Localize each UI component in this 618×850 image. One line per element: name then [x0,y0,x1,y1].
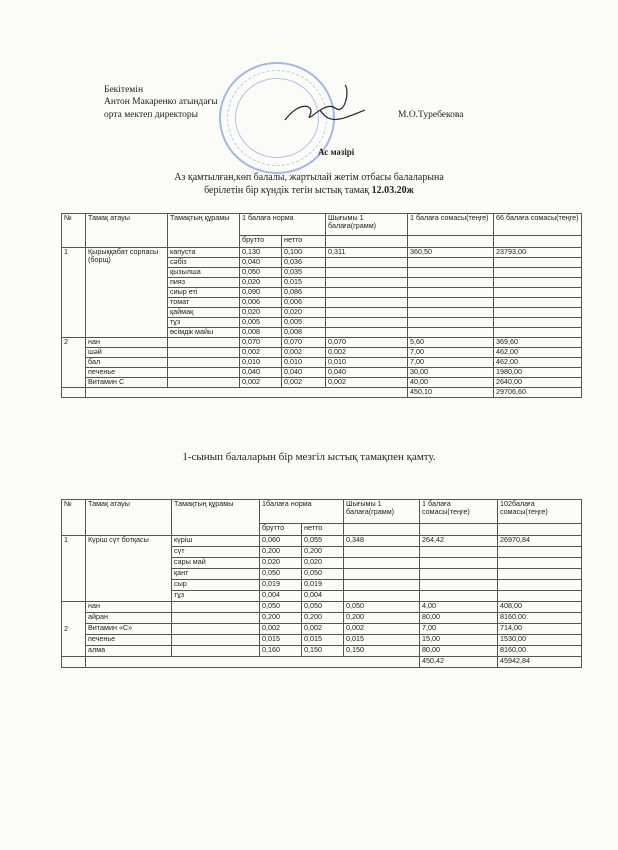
cell: 0,060 [260,536,302,547]
cell: 462,00 [494,348,582,358]
cell: 462,00 [494,358,582,368]
t1-header-yield: Шығымы 1 балаға(грамм) [326,214,408,236]
cell: айран [86,613,172,624]
cell: 0,040 [326,368,408,378]
cell: 0,070 [240,338,282,348]
cell: 0,004 [260,591,302,602]
cell: 0,010 [240,358,282,368]
cell: 7,00 [420,624,498,635]
menu-label: Ас мәзірі [318,147,355,157]
cell: 714,00 [498,624,582,635]
cell: 0,200 [302,547,344,558]
table-row [62,646,582,657]
cell: 0,040 [240,258,282,268]
cell: 0,130 [240,248,282,258]
cell: капуста [168,248,240,258]
title-date: 12.03.20ж [371,185,414,196]
cell: 0,010 [282,358,326,368]
cell: Витамин «С» [86,624,172,635]
table-row [62,378,582,388]
cell: сүт [172,547,260,558]
cell: 360,50 [408,248,494,258]
cell: томат [168,298,240,308]
cell: 0,036 [282,258,326,268]
cell: 0,050 [260,569,302,580]
cell: 0,008 [240,328,282,338]
director-signature [280,80,370,140]
cell: 0,020 [260,558,302,569]
cell [168,368,240,378]
t1-total-all: 29706,60 [494,388,582,398]
cell: 1980,00 [494,368,582,378]
cell: 0,100 [282,248,326,258]
cell: 0,311 [326,248,408,258]
t2-total-one: 450,42 [420,657,498,668]
cell: 0,002 [326,378,408,388]
director-name: М.О.Туребекова [398,110,464,120]
t2-total-all: 45942,84 [498,657,582,668]
t2-header-price-all: 102балаға сомасы(теңге) [498,500,582,524]
cell: өсімдік майы [168,328,240,338]
cell: 8160,00 [498,613,582,624]
cell: 0,050 [302,602,344,613]
title-line-2-text: берілетін бір күндік тегін ыстық тамақ [204,185,370,196]
cell: 0,002 [282,348,326,358]
cell: 0,010 [326,358,408,368]
cell: қызылша [168,268,240,278]
cell: пияз [168,278,240,288]
cell: шәй [86,348,168,358]
cell: алма [86,646,172,657]
school-name: Антон Макаренко атындағы [104,97,218,107]
cell: 0,150 [302,646,344,657]
cell: нан [86,602,172,613]
table-row [62,338,582,348]
cell: 0,015 [344,635,420,646]
cell: 0,150 [344,646,420,657]
cell [172,613,260,624]
cell: сыр [172,580,260,591]
cell [172,646,260,657]
table-row [62,613,582,624]
cell: 0,200 [260,613,302,624]
cell [168,338,240,348]
cell: нан [86,338,168,348]
title-line-2 [0,185,618,196]
cell: 0,006 [282,298,326,308]
total-row [62,657,582,668]
t1-header-composition: Тамақтың құрамы [168,214,240,248]
cell: 0,200 [344,613,420,624]
cell: сәбіз [168,258,240,268]
cell: 0,160 [260,646,302,657]
cell: бал [86,358,168,368]
approve-label: Бекітемін [104,85,144,95]
t2-num-1: 1 [62,536,86,602]
cell: 0,090 [240,288,282,298]
cell: 0,002 [240,348,282,358]
t1-num-1: 1 [62,248,86,338]
cell: 1530,00 [498,635,582,646]
t1-header-dish: Тамақ атауы [86,214,168,248]
cell: 40,00 [408,378,494,388]
total-row [62,388,582,398]
cell: 0,002 [326,348,408,358]
cell: 80,00 [420,613,498,624]
menu-table-2 [61,499,582,668]
cell [168,378,240,388]
cell: 0,070 [282,338,326,348]
table-row [62,348,582,358]
cell: Витамин С [86,378,168,388]
table-row [62,536,582,547]
cell: 15,00 [420,635,498,646]
cell: 23793,00 [494,248,582,258]
cell: 0,050 [260,602,302,613]
t2-num-2: 2 [62,602,86,657]
cell: 0,020 [240,278,282,288]
t2-header-dish: Тамақ атауы [86,500,172,536]
cell: 2640,00 [494,378,582,388]
cell: 0,020 [282,308,326,318]
t1-header-price-all: 66 балаға сомасы(теңге) [494,214,582,236]
cell: 7,00 [408,348,494,358]
cell: 0,015 [260,635,302,646]
cell: 0,005 [240,318,282,328]
cell: 0,035 [282,268,326,278]
cell: тұз [168,318,240,328]
t1-header-num: № [62,214,86,248]
cell: 0,086 [282,288,326,298]
cell: 0,070 [326,338,408,348]
t2-sub-brutto: брутто [260,524,302,536]
title-line-1: Аз қамтылған,көп балалы, жартылай жетім отбасы балаларына [174,172,444,183]
menu-table-1 [61,213,582,398]
cell: қаймақ [168,308,240,318]
cell: 0,348 [344,536,420,547]
cell: 0,019 [260,580,302,591]
t2-header-yield: Шығымы 1 балаға(грамм) [344,500,420,524]
cell: 0,020 [240,308,282,318]
cell: 0,050 [344,602,420,613]
t1-num-2: 2 [62,338,86,388]
cell [172,602,260,613]
cell: 0,200 [260,547,302,558]
cell: 0,019 [302,580,344,591]
cell: 0,002 [302,624,344,635]
cell: 0,002 [240,378,282,388]
cell: 0,040 [282,368,326,378]
subtitle: 1-сынып балаларын бір мезгіл ыстық тамақпен қамту. [182,451,436,463]
cell: 7,00 [408,358,494,368]
cell: 30,00 [408,368,494,378]
cell: 369,60 [494,338,582,348]
t1-header-price-one: 1 балаға сомасы(теңге) [408,214,494,236]
cell: 0,200 [302,613,344,624]
cell: 0,050 [240,268,282,278]
table-row [62,248,582,258]
cell: қант [172,569,260,580]
t2-header-num: № [62,500,86,536]
cell: 0,015 [302,635,344,646]
table-row [62,624,582,635]
t1-sub-netto: нетто [282,236,326,248]
cell [168,358,240,368]
t1-total-one: 450,10 [408,388,494,398]
cell: 0,002 [260,624,302,635]
t2-header-composition: Тамақтың құрамы [172,500,260,536]
cell: 0,040 [240,368,282,378]
cell: 0,020 [302,558,344,569]
table-row [62,358,582,368]
cell: 264,42 [420,536,498,547]
cell [168,348,240,358]
cell: 26970,84 [498,536,582,547]
cell: сиыр еті [168,288,240,298]
cell: сары май [172,558,260,569]
cell: 0,005 [282,318,326,328]
cell: 0,006 [240,298,282,308]
table-row [62,602,582,613]
cell: печенье [86,368,168,378]
cell: күріш [172,536,260,547]
t1-sub-brutto: брутто [240,236,282,248]
cell [172,624,260,635]
cell: 80,00 [420,646,498,657]
cell: 5,60 [408,338,494,348]
cell: 0,004 [302,591,344,602]
cell: 408,00 [498,602,582,613]
cell: 0,002 [344,624,420,635]
table-row [62,635,582,646]
t2-header-price-one: 1 балаға сомасы(теңге) [420,500,498,524]
cell [172,635,260,646]
cell: 0,015 [282,278,326,288]
t2-sub-netto: нетто [302,524,344,536]
cell: 0,002 [282,378,326,388]
t2-header-norm: 1балаға норма [260,500,344,524]
director-role: орта мектеп директоры [104,110,199,120]
cell: 8160,00 [498,646,582,657]
table-row [62,368,582,378]
cell: 0,008 [282,328,326,338]
cell: тұз [172,591,260,602]
t1-header-norm: 1 балаға норма [240,214,326,236]
cell: 0,055 [302,536,344,547]
t2-dish-1: Күріш сүт ботқасы [86,536,172,602]
t1-dish-1: Қырыққабат сорпасы (борщ) [86,248,168,338]
cell: 0,050 [302,569,344,580]
cell: 4,00 [420,602,498,613]
cell: печенье [86,635,172,646]
